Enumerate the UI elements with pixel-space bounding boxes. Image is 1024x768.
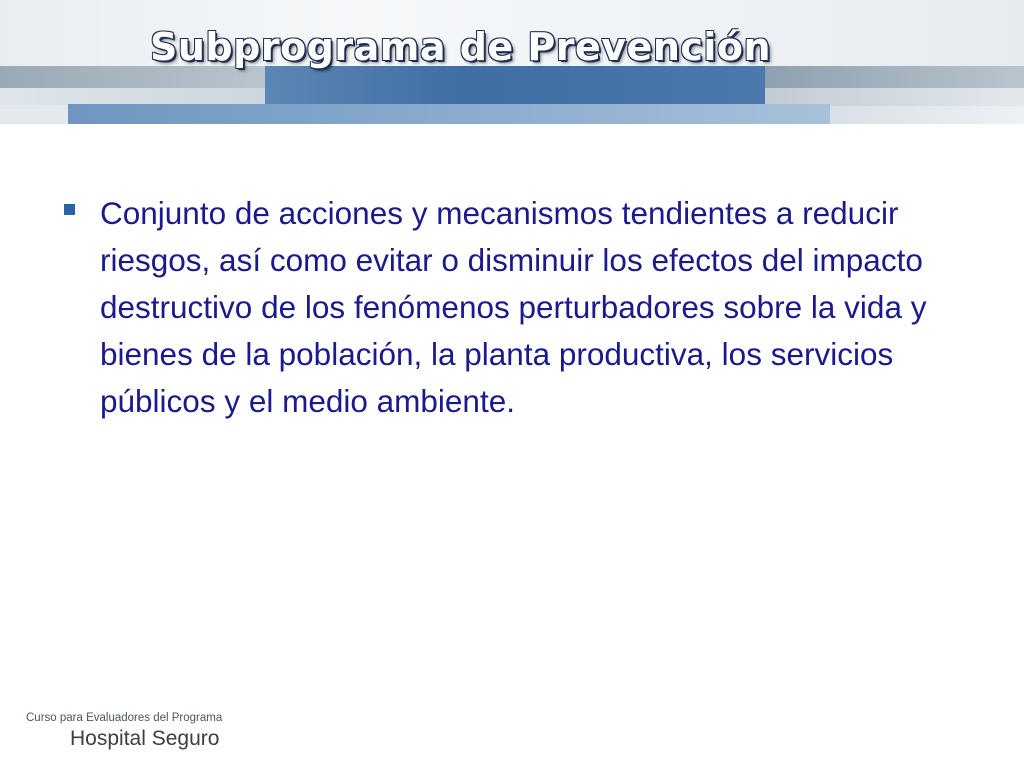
footer-course-label: Curso para Evaluadores del Programa [26, 712, 223, 724]
bullet-text: Conjunto de acciones y mecanismos tendientes a reducir riesgos, así como evitar o disminuir los efectos del impacto destructivo de los fenómenos perturbadores sobre la vida y bienes de la población, la planta productiva, los servicios públicos y el medio ambiente. [100, 195, 927, 419]
bullet-item [64, 190, 964, 425]
square-bullet-icon [64, 204, 75, 215]
footer-program-name: Hospital Seguro [70, 727, 220, 750]
bullet-list [64, 190, 964, 425]
header-band-lower-left [0, 105, 68, 124]
slide-title: Subprograma de Prevención [150, 25, 772, 69]
header-band-lower-blue [68, 104, 830, 124]
header-band-lower-right [830, 106, 1024, 124]
header-band-left-light [0, 88, 265, 105]
header-band-right-gray [765, 66, 1024, 88]
